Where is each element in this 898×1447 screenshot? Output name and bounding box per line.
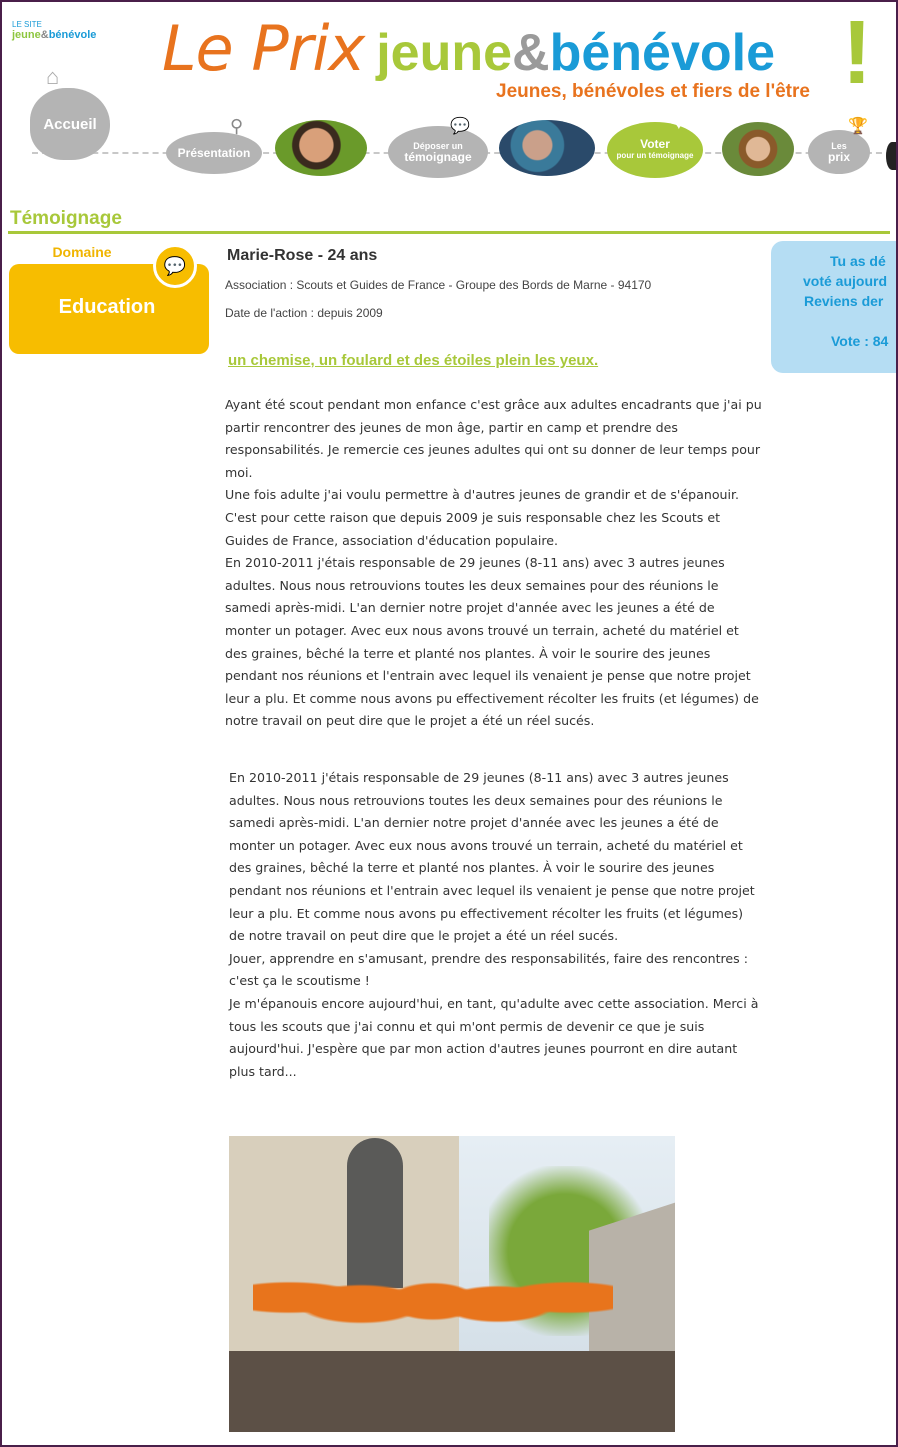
tagline: Jeunes, bénévoles et fiers de l'être <box>496 81 810 102</box>
chat-bubble-icon: 💬 <box>153 244 197 288</box>
testimony-body-part1 <box>225 394 763 733</box>
domaine-label: Domaine <box>52 244 112 260</box>
title-exclamation: ! <box>842 3 872 103</box>
paragraph: Je m'épanouis encore aujourd'hui, en tant, qu'adulte avec cette association. Merci à tous les scouts que j'ai connu et qui m'ont permis de devenir ce que je suis aujourd'hui. J'espère que par mon action d'autres jeunes pourront en dire autant plus tard... <box>229 995 759 1079</box>
association-line: Association : Scouts et Guides de France - Groupe des Bords de Marne - 94170 <box>225 278 652 292</box>
site-logo-caption: LE SITE <box>12 20 42 29</box>
nav-prix-big: prix <box>827 150 850 164</box>
title-benevole: bénévole <box>549 24 776 82</box>
nav-prix-small: Les <box>831 141 847 151</box>
nav-deposer-temoignage[interactable] <box>388 126 488 178</box>
nav-presentation[interactable] <box>166 132 262 174</box>
vote-count: Vote : 84 <box>831 333 889 349</box>
site-logo-jeune: jeune <box>12 29 41 41</box>
paragraph: Ayant été scout pendant mon enfance c'est grâce aux adultes encadrants que j'ai pu partir rencontrer des jeunes de mon âge, partir en camp et prendre des responsabilités. Je remercie ces jeunes adultes qui ont su donner de leur temps pour moi. <box>225 397 762 480</box>
paragraph: En 2010-2011 j'étais responsable de 29 jeunes (8-11 ans) avec 3 autres jeunes adultes. Nous nous retrouvions toutes les deux semaines pour des réunions le samedi après-midi. L'an dernier notre projet d'année avec les jeunes a été de monter un potager. Avec eux nous avons trouvé un terrain, acheté du matériel et des graines, bêché la terre et planté nos plantes. À voir le sourire des jeunes pendant nos réunions et l'entrain avec lequel ils venaient je pense que notre projet leur a plu. Et comme nous avons pu effectivement récolter les fruits (et légumes) de notre travail on peut dire que le projet a été un réel sucés. <box>229 770 755 944</box>
trophy-icon: 🏆 <box>848 118 868 135</box>
testimony-body-part2 <box>229 767 759 1083</box>
nav-deposer-big: témoignage <box>404 150 472 164</box>
speech-bubble-icon: 💬 <box>450 118 470 135</box>
vote-panel-line1: Tu as dé <box>830 253 886 269</box>
section-divider <box>8 231 890 234</box>
author-name: Marie-Rose - 24 ans <box>227 247 378 264</box>
nav-deposer-small: Déposer un <box>413 141 463 151</box>
title-jeune: jeune <box>376 24 513 82</box>
vote-panel-line2: voté aujourd <box>803 273 888 289</box>
site-logo-amp: & <box>40 29 49 41</box>
heart-plus-icon: ♥ <box>674 116 684 133</box>
domaine-name: Education <box>58 296 156 318</box>
site-logo-benevole: bénévole <box>48 29 97 41</box>
scouts-group-photo <box>229 1136 675 1432</box>
nav-presentation-label: Présentation <box>177 146 251 160</box>
testimony-headline[interactable]: un chemise, un foulard et des étoiles plein les yeux. <box>228 352 599 369</box>
nav-voter-small: pour un témoignage <box>616 151 694 160</box>
site-logo[interactable] <box>12 20 96 40</box>
paragraph: En 2010-2011 j'étais responsable de 29 jeunes (8-11 ans) avec 3 autres jeunes adultes. Nous nous retrouvions toutes les deux semaines pour des réunions le samedi après-midi. L'an dernier notre projet d'année avec les jeunes a été de monter un potager. Avec eux nous avons trouvé un terrain, acheté du matériel et des graines, bêché la terre et planté nos plantes. À voir le sourire des jeunes pendant nos réunions et l'entrain avec lequel ils venaient je pense que notre projet leur a plu. Et comme nous avons pu effectivement récolter les fruits (et légumes) de notre travail on peut dire que le projet a été un réel sucés. <box>225 555 759 729</box>
title-le-prix: Le Prix <box>162 12 365 85</box>
nav-accueil[interactable] <box>30 88 110 160</box>
photo-garden-soil <box>229 1351 675 1432</box>
section-title: Témoignage <box>10 208 122 229</box>
volunteer-photo-1 <box>275 120 367 176</box>
nav-next-item[interactable] <box>886 142 898 170</box>
home-icon: ⌂ <box>46 64 60 89</box>
nav-voter-big: Voter <box>640 137 670 151</box>
vote-panel-line3: Reviens der <box>804 293 884 309</box>
volunteer-photo-2 <box>499 120 595 176</box>
action-date: Date de l'action : depuis 2009 <box>225 306 383 320</box>
nav-accueil-label: Accueil <box>43 115 97 133</box>
nav-voter[interactable] <box>607 122 703 178</box>
domaine-card <box>9 240 209 354</box>
vote-status-panel <box>771 241 898 373</box>
nav-les-prix[interactable] <box>808 130 870 174</box>
paragraph: Une fois adulte j'ai voulu permettre à d'autres jeunes de grandir et de s'épanouir. C'est pour cette raison que depuis 2009 je suis responsable chez les Scouts et Guides de France, association d'éducation populaire. <box>225 487 740 548</box>
volunteer-photo-3 <box>722 122 794 176</box>
title-ampersand: & <box>512 24 550 82</box>
paragraph: Jouer, apprendre en s'amusant, prendre des responsabilités, faire des rencontres : c'est ça le scoutisme ! <box>229 950 748 989</box>
magnifier-icon: ⚲ <box>230 116 244 136</box>
photo-scouts-crowd <box>253 1226 613 1356</box>
